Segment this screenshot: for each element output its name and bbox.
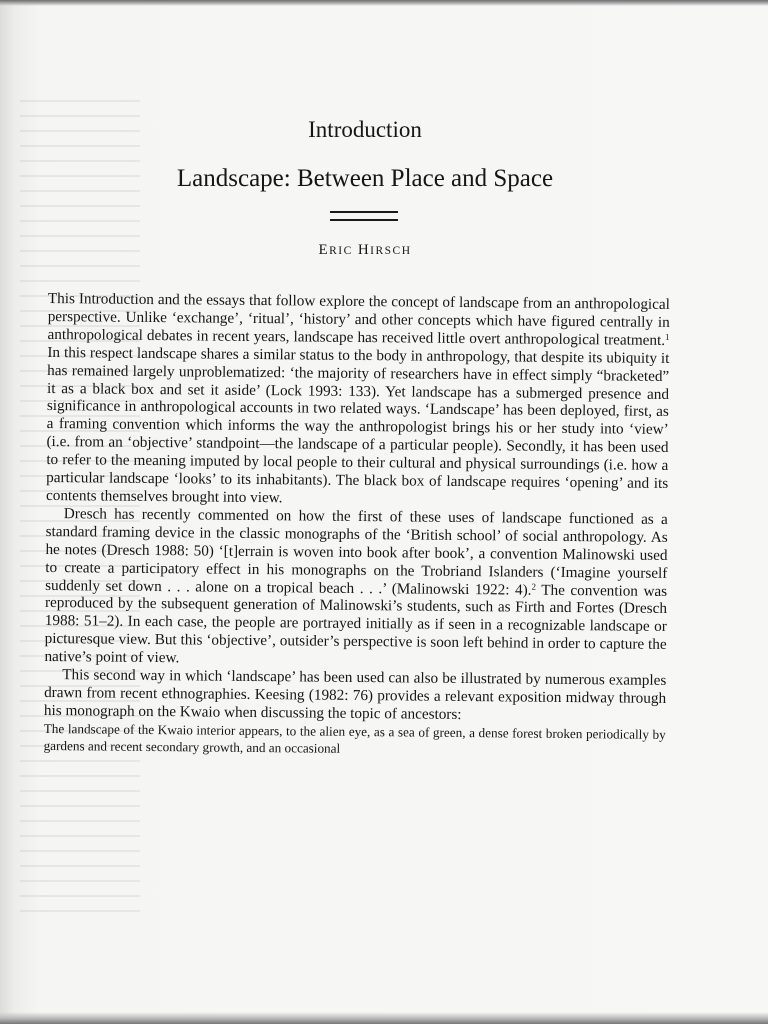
- paragraph: This Introduction and the essays that follow explore the concept of landscape from an anthropological perspective. Unlike ‘exchange’, ‘ritual’, ‘history’ and other concepts which have figured centrally in anthropological debates in recent years, landscape has received little overt anthropological treatment.$^1$ In this respect landscape shares a similar status to the body in anthropology, that despite its ubiquity it has remained largely unproblematized: ‘the majority of researchers have in effect simply “bracketed” it as a black box and set it aside’ (Lock 1993: 133). Yet landscape has a submerged presence and significance in anthropological accounts in two related ways. ‘Landscape’ has been deployed, first, as a framing convention which informs the way the anthropologist brings his or her study into ‘view’ (i.e. from an ‘objective’ standpoint—the landscape of a particular people). Secondly, it has been used to refer to the meaning imputed by local people to their cultural and physical surroundings (i.e. how a particular landscape ‘looks’ to its inhabitants). The black box of landscape requires ‘opening’ and its contents themselves brought into view.: [45, 290, 670, 507]
- footnote-marker: 2: [531, 581, 537, 592]
- intro-label: Introduction: [308, 117, 422, 142]
- body-text: [44, 290, 670, 761]
- block-quote: The landscape of the Kwaio interior appears, to the alien eye, as a sea of green, a dense forest broken periodically by gardens and recent secondary growth, and an occasional: [43, 720, 666, 757]
- author-name: ERIC HIRSCH: [318, 242, 412, 258]
- paragraph: This second way in which ‘landscape’ has been used can also be illustrated by numerous examples drawn from recent ethnographies. Keesing (1982: 76) provides a relevant exposition midway through his monograph on the Kwaio when discussing the topic of ancestors:: [43, 666, 667, 723]
- paragraph: Dresch has recently commented on how the first of these uses of landscape functioned as a standard framing device in the classic monographs of the ‘British school’ of social anthropology. As he notes (Dresch 1988: 50) ‘[t]errain is woven into book after book’, a convention Malinowski used to create a participatory effect in his monographs on the Trobriand Islanders (‘Imagine yourself suddenly set down . . . alone on a tropical beach . . .’ (Malinowski 1922: 4).$^2$ The convention was reproduced by the subsequent generation of Malinowski’s students, such as Firth and Fortes (Dresch 1988: 51–2). In each case, the people are portrayed initially as if seen in a recognizable landscape or picturesque view. But this ‘objective’, outsider’s perspective is soon left behind in order to capture the native’s point of view.: [44, 505, 668, 667]
- title-divider: [330, 211, 398, 221]
- scan-top-edge: [0, 0, 768, 6]
- scan-bottom-edge: [0, 1012, 768, 1024]
- chapter-title: Landscape: Between Place and Space: [176, 165, 554, 192]
- footnote-marker: 1: [665, 331, 670, 342]
